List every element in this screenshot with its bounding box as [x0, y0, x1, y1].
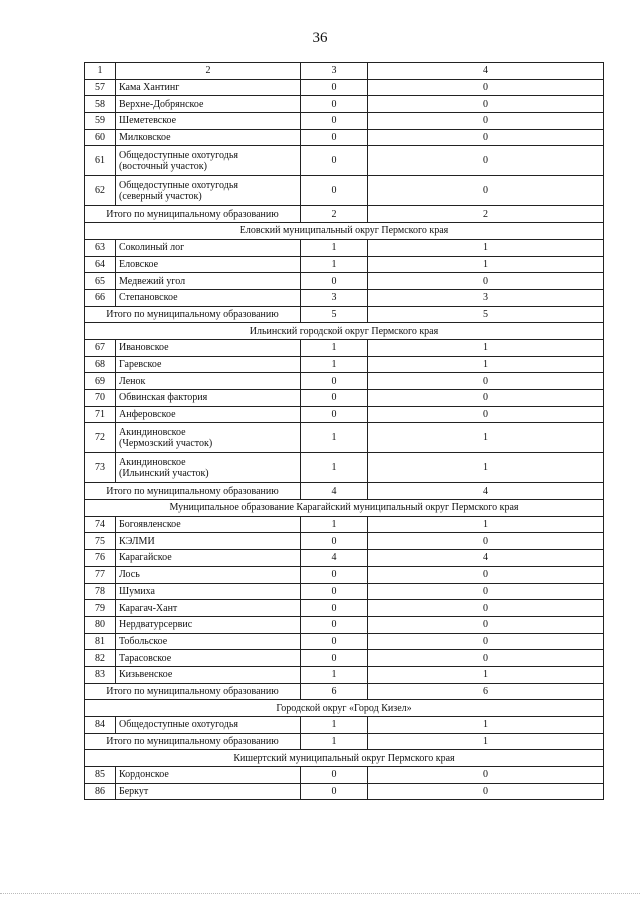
- value-col3: 0: [301, 176, 368, 206]
- row-number: 72: [85, 423, 116, 453]
- value-col3: 0: [301, 633, 368, 650]
- name-line-2: (северный участок): [119, 190, 202, 202]
- table-row: [85, 406, 604, 423]
- value-col3: 0: [301, 406, 368, 423]
- value-col4: 0: [368, 566, 604, 583]
- value-col3: 0: [301, 533, 368, 550]
- total-row: [85, 733, 604, 750]
- value-col4: 1: [368, 423, 604, 453]
- value-col3: 0: [301, 390, 368, 407]
- value-col4: 0: [368, 390, 604, 407]
- column-number-1: 1: [85, 63, 116, 80]
- row-number: 75: [85, 533, 116, 550]
- row-number: 66: [85, 289, 116, 306]
- hunting-ground-name: Еловское: [116, 256, 301, 273]
- hunting-ground-name: Верхне-Добрянское: [116, 96, 301, 113]
- section-header-row: [85, 700, 604, 717]
- name-line-2: (Ильинский участок): [119, 467, 209, 479]
- value-col4: 1: [368, 239, 604, 256]
- table-row: [85, 373, 604, 390]
- table-row: [85, 583, 604, 600]
- value-col4: 0: [368, 176, 604, 206]
- section-header-row: [85, 223, 604, 240]
- table-row: [85, 96, 604, 113]
- value-col4: 1: [368, 356, 604, 373]
- value-col3: 0: [301, 373, 368, 390]
- value-col3: 0: [301, 650, 368, 667]
- hunting-ground-name: Гаревское: [116, 356, 301, 373]
- section-title: Еловский муниципальный округ Пермского края: [85, 223, 604, 240]
- name-line-2: (восточный участок): [119, 160, 207, 172]
- section-header-row: [85, 323, 604, 340]
- hunting-ground-name: КЭЛМИ: [116, 533, 301, 550]
- total-value-col4: 1: [368, 733, 604, 750]
- row-number: 58: [85, 96, 116, 113]
- hunting-ground-name: Кизьвенское: [116, 666, 301, 683]
- table-row: [85, 616, 604, 633]
- value-col3: 0: [301, 146, 368, 176]
- total-label: Итого по муниципальному образованию: [85, 683, 301, 700]
- value-col3: 1: [301, 453, 368, 483]
- value-col3: 1: [301, 356, 368, 373]
- section-title: Муниципальное образование Карагайский муниципальный округ Пермского края: [85, 500, 604, 517]
- value-col4: 1: [368, 339, 604, 356]
- value-col4: 0: [368, 767, 604, 784]
- value-col4: 0: [368, 129, 604, 146]
- value-col4: 1: [368, 453, 604, 483]
- row-number: 81: [85, 633, 116, 650]
- row-number: 76: [85, 550, 116, 567]
- hunting-ground-name: Степановское: [116, 289, 301, 306]
- hunting-ground-name: Нердватурсервис: [116, 616, 301, 633]
- table-body: [85, 63, 604, 800]
- value-col3: 0: [301, 583, 368, 600]
- value-col4: 0: [368, 616, 604, 633]
- hunting-ground-name: Кордонское: [116, 767, 301, 784]
- value-col4: 0: [368, 600, 604, 617]
- page-number: 36: [312, 30, 328, 46]
- table-row: [85, 113, 604, 130]
- value-col3: 1: [301, 717, 368, 734]
- value-col4: 1: [368, 717, 604, 734]
- hunting-ground-name: Шумиха: [116, 583, 301, 600]
- value-col4: 0: [368, 406, 604, 423]
- hunting-ground-name: Лось: [116, 566, 301, 583]
- hunting-ground-name: Карагач-Хант: [116, 600, 301, 617]
- table-row: [85, 79, 604, 96]
- total-label: Итого по муниципальному образованию: [85, 306, 301, 323]
- table-row: [85, 390, 604, 407]
- value-col3: 1: [301, 423, 368, 453]
- value-col4: 0: [368, 633, 604, 650]
- value-col3: 1: [301, 516, 368, 533]
- table-row: [85, 289, 604, 306]
- hunting-ground-name: Анферовское: [116, 406, 301, 423]
- value-col4: 3: [368, 289, 604, 306]
- row-number: 60: [85, 129, 116, 146]
- total-value-col3: 5: [301, 306, 368, 323]
- total-value-col4: 4: [368, 483, 604, 500]
- value-col3: 1: [301, 339, 368, 356]
- hunting-ground-name: Богоявленское: [116, 516, 301, 533]
- row-number: 86: [85, 783, 116, 800]
- hunting-ground-name: Ленок: [116, 373, 301, 390]
- hunting-ground-name: [116, 423, 301, 453]
- value-col4: 0: [368, 533, 604, 550]
- total-value-col4: 6: [368, 683, 604, 700]
- row-number: 77: [85, 566, 116, 583]
- row-number: 65: [85, 273, 116, 290]
- section-title: Ильинский городской округ Пермского края: [85, 323, 604, 340]
- table-row: [85, 176, 604, 206]
- table-row: [85, 239, 604, 256]
- row-number: 70: [85, 390, 116, 407]
- table-row: [85, 339, 604, 356]
- table-row: [85, 550, 604, 567]
- column-number-2: 2: [116, 63, 301, 80]
- value-col4: 0: [368, 79, 604, 96]
- hunting-ground-name: Шеметевское: [116, 113, 301, 130]
- value-col3: 0: [301, 566, 368, 583]
- column-number-row: [85, 63, 604, 80]
- hunting-ground-name: Ивановское: [116, 339, 301, 356]
- value-col3: 0: [301, 767, 368, 784]
- table-row: [85, 767, 604, 784]
- total-row: [85, 206, 604, 223]
- hunting-ground-name: [116, 146, 301, 176]
- value-col3: 1: [301, 239, 368, 256]
- row-number: 84: [85, 717, 116, 734]
- hunting-ground-name: Обвинская фактория: [116, 390, 301, 407]
- table-row: [85, 453, 604, 483]
- value-col3: 0: [301, 616, 368, 633]
- row-number: 57: [85, 79, 116, 96]
- table-row: [85, 783, 604, 800]
- name-line-2: (Чермозский участок): [119, 437, 213, 449]
- scan-edge: [0, 893, 640, 895]
- hunting-ground-name: Кама Хантинг: [116, 79, 301, 96]
- row-number: 69: [85, 373, 116, 390]
- value-col3: 0: [301, 96, 368, 113]
- row-number: 61: [85, 146, 116, 176]
- row-number: 68: [85, 356, 116, 373]
- name-line-1: Акиндиновское: [119, 456, 186, 468]
- column-number-4: 4: [368, 63, 604, 80]
- row-number: 80: [85, 616, 116, 633]
- value-col4: 0: [368, 96, 604, 113]
- value-col4: 1: [368, 256, 604, 273]
- hunting-ground-name: Карагайское: [116, 550, 301, 567]
- table-row: [85, 600, 604, 617]
- value-col3: 0: [301, 600, 368, 617]
- hunting-ground-name: Соколиный лог: [116, 239, 301, 256]
- row-number: 63: [85, 239, 116, 256]
- column-number-3: 3: [301, 63, 368, 80]
- hunting-ground-name: Милковское: [116, 129, 301, 146]
- value-col4: 0: [368, 583, 604, 600]
- table-row: [85, 633, 604, 650]
- value-col4: 0: [368, 273, 604, 290]
- row-number: 79: [85, 600, 116, 617]
- section-title: Кишертский муниципальный округ Пермского края: [85, 750, 604, 767]
- table-row: [85, 650, 604, 667]
- total-label: Итого по муниципальному образованию: [85, 206, 301, 223]
- row-number: 83: [85, 666, 116, 683]
- total-row: [85, 306, 604, 323]
- row-number: 78: [85, 583, 116, 600]
- value-col3: 0: [301, 79, 368, 96]
- row-number: 82: [85, 650, 116, 667]
- total-value-col4: 5: [368, 306, 604, 323]
- value-col3: 0: [301, 783, 368, 800]
- hunting-ground-name: Общедоступные охотугодья: [116, 717, 301, 734]
- table-row: [85, 717, 604, 734]
- row-number: 74: [85, 516, 116, 533]
- row-number: 64: [85, 256, 116, 273]
- table-row: [85, 423, 604, 453]
- row-number: 62: [85, 176, 116, 206]
- hunting-ground-name: Тарасовское: [116, 650, 301, 667]
- value-col4: 1: [368, 516, 604, 533]
- value-col3: 0: [301, 273, 368, 290]
- section-header-row: [85, 500, 604, 517]
- value-col4: 1: [368, 666, 604, 683]
- row-number: 85: [85, 767, 116, 784]
- value-col3: 1: [301, 256, 368, 273]
- table-row: [85, 356, 604, 373]
- hunting-grounds-table: [84, 62, 604, 800]
- value-col4: 0: [368, 650, 604, 667]
- total-row: [85, 483, 604, 500]
- table-row: [85, 256, 604, 273]
- name-line-1: Общедоступные охотугодья: [119, 179, 238, 191]
- value-col3: 4: [301, 550, 368, 567]
- hunting-ground-name: Тобольское: [116, 633, 301, 650]
- value-col3: 3: [301, 289, 368, 306]
- row-number: 59: [85, 113, 116, 130]
- total-value-col3: 2: [301, 206, 368, 223]
- table-row: [85, 273, 604, 290]
- name-line-1: Акиндиновское: [119, 426, 186, 438]
- row-number: 71: [85, 406, 116, 423]
- row-number: 67: [85, 339, 116, 356]
- table-row: [85, 533, 604, 550]
- hunting-ground-name: Медвежий угол: [116, 273, 301, 290]
- value-col3: 0: [301, 129, 368, 146]
- total-value-col3: 6: [301, 683, 368, 700]
- table-row: [85, 566, 604, 583]
- total-value-col3: 4: [301, 483, 368, 500]
- value-col4: 0: [368, 146, 604, 176]
- table-row: [85, 146, 604, 176]
- hunting-ground-name: Беркут: [116, 783, 301, 800]
- hunting-ground-name: [116, 453, 301, 483]
- hunting-ground-name: [116, 176, 301, 206]
- total-row: [85, 683, 604, 700]
- total-label: Итого по муниципальному образованию: [85, 483, 301, 500]
- value-col4: 0: [368, 373, 604, 390]
- value-col3: 0: [301, 113, 368, 130]
- value-col3: 1: [301, 666, 368, 683]
- table-row: [85, 516, 604, 533]
- value-col4: 0: [368, 783, 604, 800]
- value-col4: 0: [368, 113, 604, 130]
- value-col4: 4: [368, 550, 604, 567]
- section-header-row: [85, 750, 604, 767]
- table-row: [85, 129, 604, 146]
- section-title: Городской округ «Город Кизел»: [85, 700, 604, 717]
- total-value-col4: 2: [368, 206, 604, 223]
- total-value-col3: 1: [301, 733, 368, 750]
- table-row: [85, 666, 604, 683]
- total-label: Итого по муниципальному образованию: [85, 733, 301, 750]
- name-line-1: Общедоступные охотугодья: [119, 149, 238, 161]
- row-number: 73: [85, 453, 116, 483]
